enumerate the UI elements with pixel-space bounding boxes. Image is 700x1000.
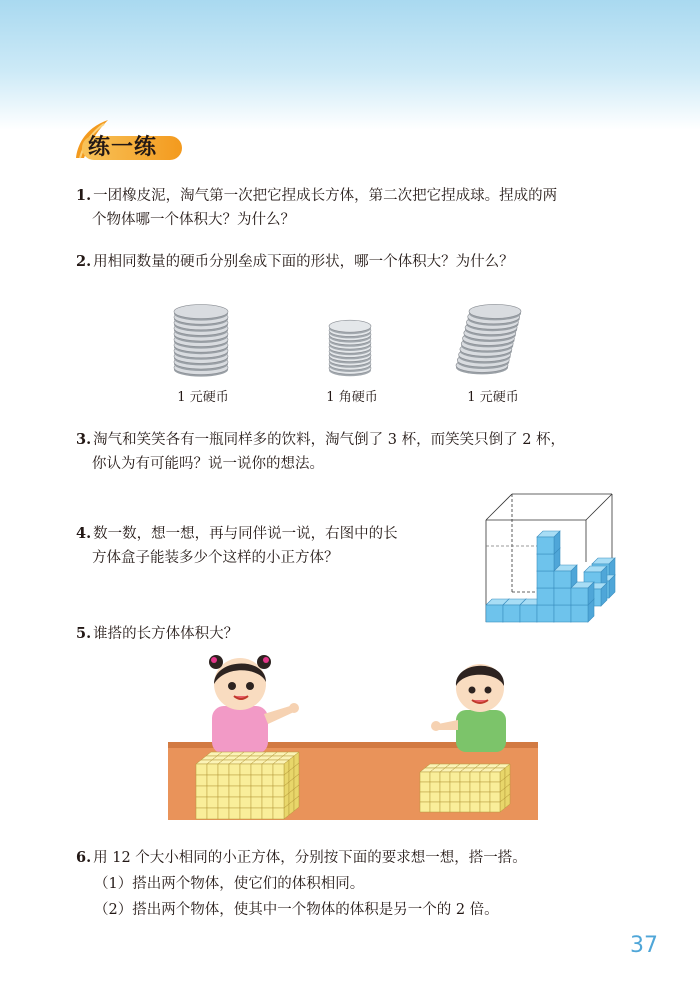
- small-cube: [420, 802, 430, 812]
- small-cube: [537, 537, 554, 554]
- sub-item-2: （2）搭出两个物体，使其中一个物体的体积是另一个的 2 倍。: [94, 902, 499, 918]
- small-cube: [273, 786, 284, 797]
- header-band: [0, 0, 700, 130]
- small-cube: [430, 792, 440, 802]
- question-6: [76, 846, 527, 870]
- question-3: [76, 428, 565, 476]
- small-cube: [207, 764, 218, 775]
- kids-scene-illustration: [166, 650, 540, 822]
- coin-label-3: 1 元硬币: [467, 390, 519, 405]
- coin-stack-2: [322, 314, 382, 380]
- small-cube: [450, 792, 460, 802]
- small-cube: [420, 792, 430, 802]
- small-cube: [218, 764, 229, 775]
- question-text: 个物体哪一个体积大？为什么？: [92, 212, 295, 228]
- small-cube: [207, 797, 218, 808]
- small-cube: [262, 764, 273, 775]
- small-cube: [218, 775, 229, 786]
- small-cube: [480, 792, 490, 802]
- small-cube: [486, 605, 503, 622]
- small-cube: [240, 808, 251, 819]
- small-cube: [460, 802, 470, 812]
- question-1: [76, 184, 557, 232]
- coin: [174, 305, 228, 319]
- small-cube: [251, 786, 262, 797]
- page-number: 37: [630, 933, 658, 958]
- small-cube: [430, 772, 440, 782]
- question-text: 一团橡皮泥，淘气第一次把它捏成长方体，第二次把它捏成球。捏成的两: [93, 188, 558, 204]
- coin: [469, 304, 521, 318]
- question-text: 方体盒子能装多少个这样的小正方体？: [92, 550, 339, 566]
- small-cube: [251, 808, 262, 819]
- coin-label-2: 1 角硬币: [326, 390, 378, 405]
- small-cube: [490, 802, 500, 812]
- small-cube: [503, 605, 520, 622]
- small-cube: [240, 797, 251, 808]
- small-cube: [440, 772, 450, 782]
- small-cube: [571, 605, 588, 622]
- small-cube: [460, 792, 470, 802]
- small-cube: [196, 775, 207, 786]
- small-cube: [207, 808, 218, 819]
- small-cube: [273, 808, 284, 819]
- question-number: 2.: [76, 253, 92, 270]
- question-number: 6.: [76, 849, 92, 866]
- small-cube: [450, 772, 460, 782]
- small-cube: [490, 782, 500, 792]
- small-cube: [440, 802, 450, 812]
- small-cube: [460, 772, 470, 782]
- small-cube: [251, 764, 262, 775]
- small-cube: [450, 802, 460, 812]
- small-cube: [554, 571, 571, 588]
- small-cube: [480, 782, 490, 792]
- coin-label-1: 1 元硬币: [177, 390, 229, 405]
- small-cube: [229, 764, 240, 775]
- small-cube: [537, 571, 554, 588]
- small-cube: [490, 792, 500, 802]
- coin: [329, 320, 371, 332]
- question-2: [76, 250, 514, 274]
- small-cube: [440, 782, 450, 792]
- coin-stack-3: [452, 298, 532, 382]
- small-cube: [571, 588, 588, 605]
- small-cube: [240, 775, 251, 786]
- small-cube: [537, 588, 554, 605]
- small-cube: [470, 772, 480, 782]
- sub-item-1: （1）搭出两个物体，使它们的体积相同。: [94, 876, 365, 892]
- girl-illustration: [209, 655, 299, 754]
- small-cube: [470, 802, 480, 812]
- small-cube: [537, 605, 554, 622]
- small-cube: [460, 782, 470, 792]
- small-cube: [262, 775, 273, 786]
- small-cube: [273, 797, 284, 808]
- section-title-text: 练一练: [88, 135, 158, 160]
- small-cube: [196, 764, 207, 775]
- small-cube: [470, 792, 480, 802]
- question-number: 3.: [76, 431, 92, 448]
- small-cube: [240, 764, 251, 775]
- question-text: 数一数，想一想，再与同伴说一说，右图中的长: [93, 526, 398, 542]
- small-cube: [262, 808, 273, 819]
- small-cube: [240, 786, 251, 797]
- small-cube: [251, 797, 262, 808]
- question-4: [76, 522, 398, 570]
- question-number: 5.: [76, 625, 92, 642]
- small-cube: [440, 792, 450, 802]
- question-text: 用 12 个大小相同的小正方体，分别按下面的要求想一想，搭一搭。: [93, 850, 527, 866]
- small-cube: [262, 797, 273, 808]
- question-number: 4.: [76, 525, 92, 542]
- small-cube: [537, 554, 554, 571]
- small-cube: [554, 588, 571, 605]
- small-cube: [196, 786, 207, 797]
- small-cube: [229, 786, 240, 797]
- question-5: [76, 622, 238, 646]
- coin-stack-1: [168, 298, 238, 380]
- small-cube: [207, 786, 218, 797]
- question-text: 淘气和笑笑各有一瓶同样多的饮料，淘气倒了 3 杯，而笑笑只倒了 2 杯，: [93, 432, 566, 448]
- question-text: 你认为有可能吗？说一说你的想法。: [92, 456, 324, 472]
- small-cube: [251, 775, 262, 786]
- small-cube: [490, 772, 500, 782]
- section-title: [72, 118, 192, 164]
- small-cube: [430, 782, 440, 792]
- small-cube: [480, 802, 490, 812]
- small-cube: [273, 764, 284, 775]
- question-number: 1.: [76, 187, 92, 204]
- small-cube: [218, 786, 229, 797]
- small-cube: [480, 772, 490, 782]
- small-cube: [207, 775, 218, 786]
- small-cube: [196, 808, 207, 819]
- cuboid-box-figure: [482, 492, 616, 626]
- small-cube: [262, 786, 273, 797]
- question-text: 用相同数量的硬币分别垒成下面的形状，哪一个体积大？为什么？: [93, 254, 514, 270]
- small-cube: [229, 797, 240, 808]
- small-cube: [470, 782, 480, 792]
- question-text: 谁搭的长方体体积大？: [93, 626, 239, 642]
- small-cube: [430, 802, 440, 812]
- small-cube: [229, 775, 240, 786]
- boy-illustration: [431, 664, 506, 752]
- small-cube: [450, 782, 460, 792]
- small-cube: [196, 797, 207, 808]
- small-cube: [554, 605, 571, 622]
- small-cube: [273, 775, 284, 786]
- small-cube: [420, 782, 430, 792]
- small-cube: [218, 808, 229, 819]
- small-cube: [520, 605, 537, 622]
- small-cube: [218, 797, 229, 808]
- small-cube: [229, 808, 240, 819]
- small-cube: [420, 772, 430, 782]
